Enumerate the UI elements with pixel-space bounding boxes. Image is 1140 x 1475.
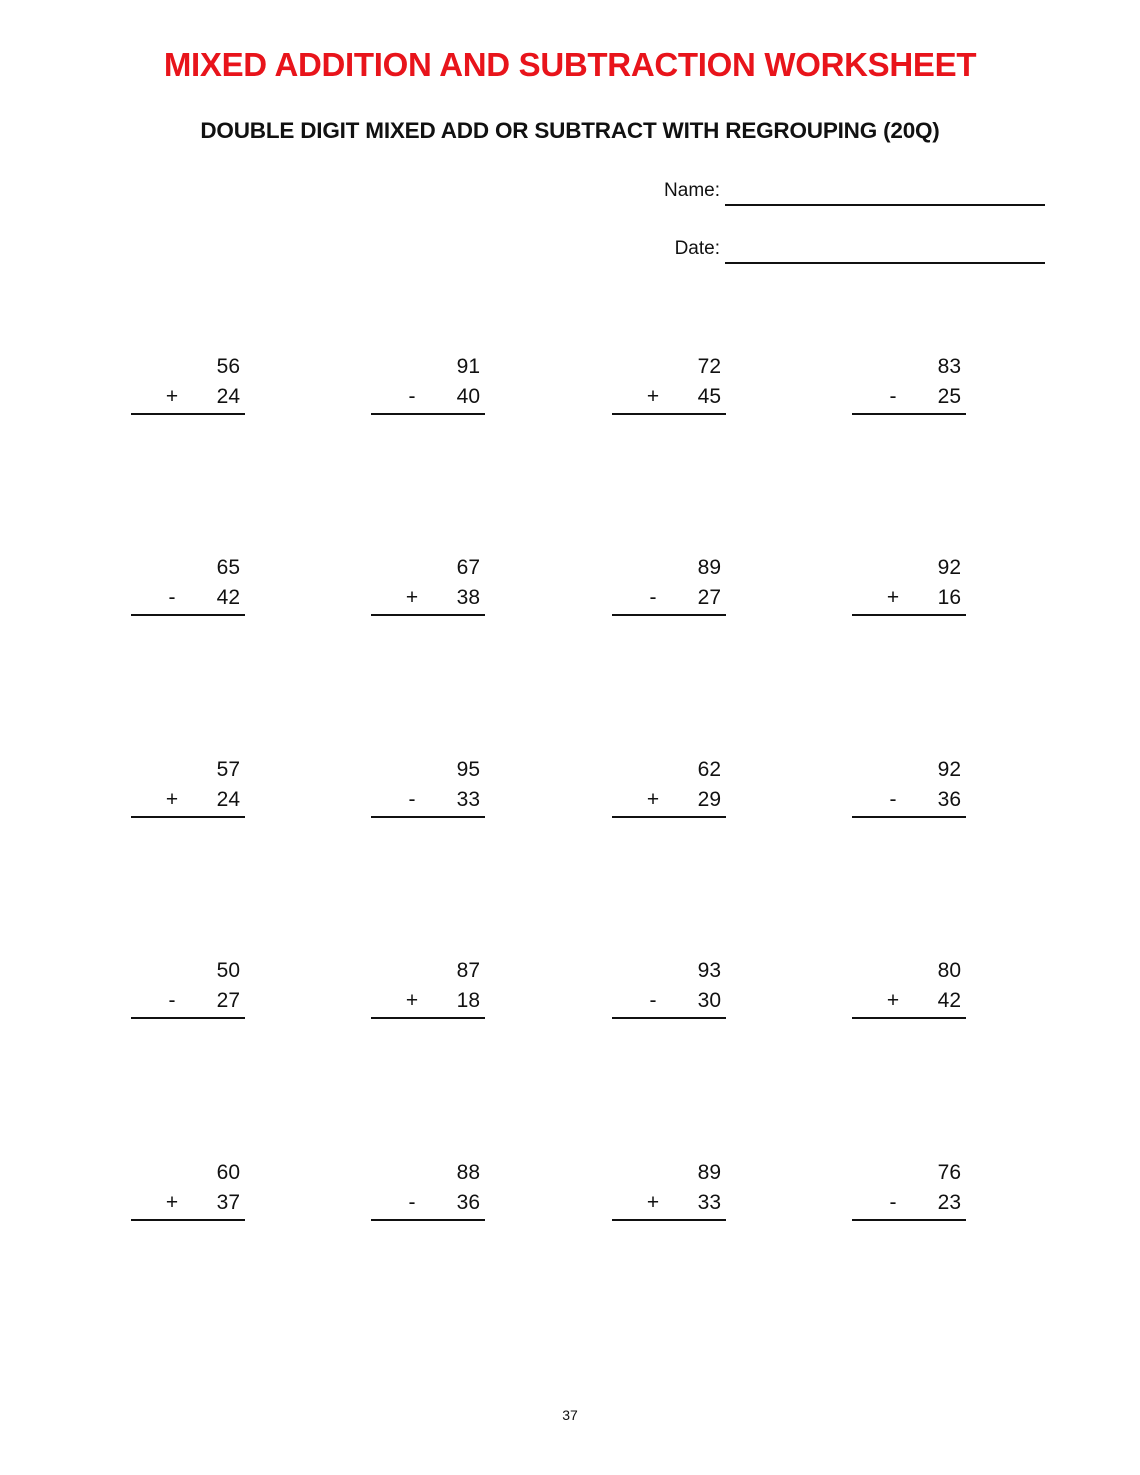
bottom-number: 24 [216,385,240,408]
top-number: 57 [216,758,240,781]
bottom-number: 30 [697,989,721,1012]
bottom-number: 27 [697,586,721,609]
operator: + [646,1191,660,1214]
bottom-number: 40 [456,385,480,408]
operator: - [889,385,897,408]
top-number: 62 [697,758,721,781]
bottom-number: 42 [216,586,240,609]
worksheet-subtitle: DOUBLE DIGIT MIXED ADD OR SUBTRACT WITH REGROUPING (20Q) [200,118,940,143]
answer-line [612,1017,726,1019]
operator: + [646,788,660,811]
worksheet-title: MIXED ADDITION AND SUBTRACTION WORKSHEET [163,46,977,83]
bottom-number: 33 [456,788,480,811]
operator: + [886,989,900,1012]
problem-2 [371,355,485,425]
top-number: 87 [456,959,480,982]
operator: + [886,586,900,609]
problem-14 [371,959,485,1029]
bottom-number: 16 [937,586,961,609]
bottom-number: 29 [697,788,721,811]
top-number: 88 [456,1161,480,1184]
date-line[interactable] [725,262,1045,264]
name-field[interactable] [600,180,1045,210]
problem-9 [131,758,245,828]
problem-11 [612,758,726,828]
top-number: 67 [456,556,480,579]
answer-line [852,614,966,616]
top-number: 80 [937,959,961,982]
date-label: Date: [674,238,720,259]
problem-18 [371,1161,485,1231]
bottom-number: 23 [937,1191,961,1214]
operator: - [889,1191,897,1214]
date-field[interactable] [600,238,1045,268]
page-number: 37 [562,1407,578,1423]
answer-line [612,614,726,616]
operator: - [408,788,416,811]
operator: - [168,586,176,609]
bottom-number: 24 [216,788,240,811]
answer-line [612,1219,726,1221]
answer-line [371,413,485,415]
bottom-number: 36 [937,788,961,811]
operator: + [165,1191,179,1214]
top-number: 76 [937,1161,961,1184]
problem-4 [852,355,966,425]
problem-17 [131,1161,245,1231]
answer-line [131,413,245,415]
answer-line [612,413,726,415]
top-number: 89 [697,1161,721,1184]
bottom-number: 33 [697,1191,721,1214]
name-line[interactable] [725,204,1045,206]
top-number: 56 [216,355,240,378]
operator: - [649,989,657,1012]
bottom-number: 18 [456,989,480,1012]
operator: - [168,989,176,1012]
top-number: 91 [456,355,480,378]
bottom-number: 25 [937,385,961,408]
top-number: 92 [937,556,961,579]
name-label: Name: [664,180,720,201]
top-number: 92 [937,758,961,781]
problem-7 [612,556,726,626]
operator: + [646,385,660,408]
top-number: 65 [216,556,240,579]
problem-16 [852,959,966,1029]
bottom-number: 38 [456,586,480,609]
bottom-number: 27 [216,989,240,1012]
answer-line [612,816,726,818]
top-number: 89 [697,556,721,579]
problem-6 [371,556,485,626]
answer-line [371,1219,485,1221]
answer-line [371,1017,485,1019]
operator: - [649,586,657,609]
answer-line [371,816,485,818]
problem-15 [612,959,726,1029]
top-number: 60 [216,1161,240,1184]
operator: + [405,989,419,1012]
answer-line [131,1017,245,1019]
bottom-number: 42 [937,989,961,1012]
top-number: 93 [697,959,721,982]
problem-8 [852,556,966,626]
problem-1 [131,355,245,425]
problem-10 [371,758,485,828]
top-number: 72 [697,355,721,378]
operator: - [408,385,416,408]
problem-12 [852,758,966,828]
answer-line [852,816,966,818]
operator: + [165,788,179,811]
answer-line [852,1219,966,1221]
problem-3 [612,355,726,425]
answer-line [131,614,245,616]
operator: + [405,586,419,609]
operator: + [165,385,179,408]
problem-13 [131,959,245,1029]
answer-line [371,614,485,616]
top-number: 83 [937,355,961,378]
problem-19 [612,1161,726,1231]
bottom-number: 37 [216,1191,240,1214]
top-number: 95 [456,758,480,781]
answer-line [852,413,966,415]
problem-20 [852,1161,966,1231]
problem-5 [131,556,245,626]
bottom-number: 36 [456,1191,480,1214]
answer-line [131,1219,245,1221]
answer-line [131,816,245,818]
bottom-number: 45 [697,385,721,408]
top-number: 50 [216,959,240,982]
operator: - [408,1191,416,1214]
operator: - [889,788,897,811]
answer-line [852,1017,966,1019]
